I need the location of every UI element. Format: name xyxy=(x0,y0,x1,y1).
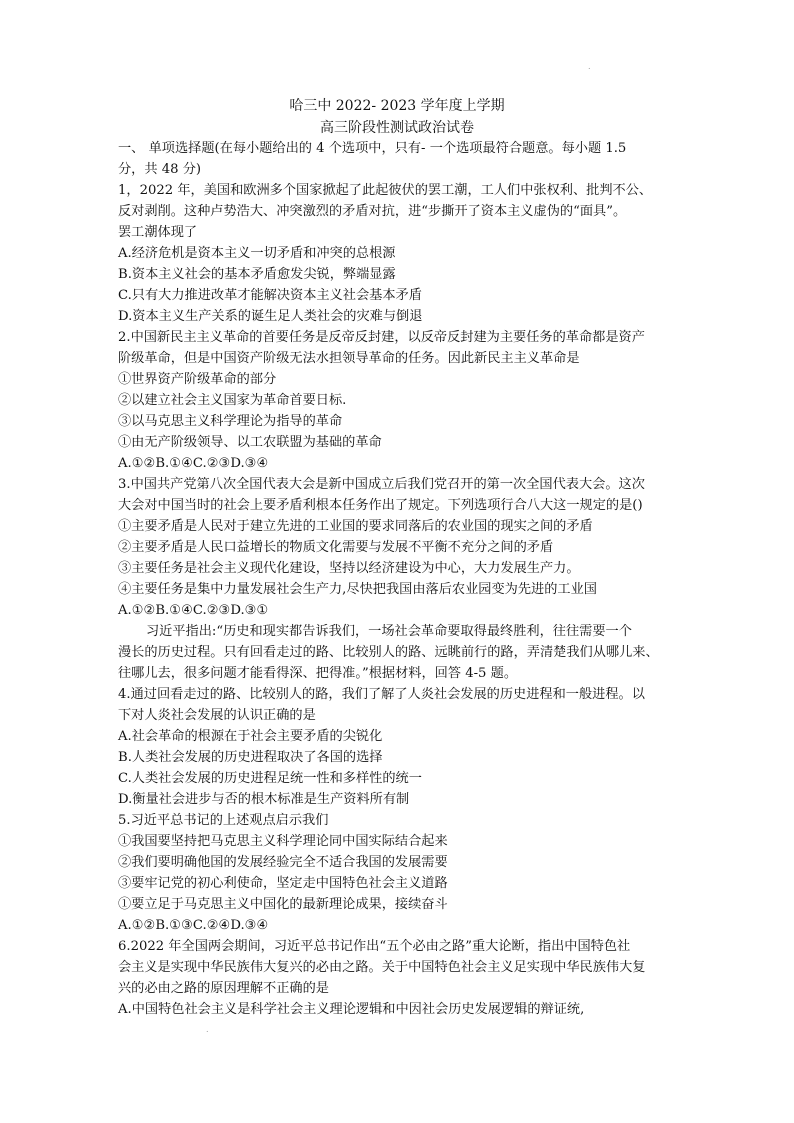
question-2-choices: A.①②B.①④C.②③D.③④ xyxy=(118,456,269,471)
question-5-stem: 5.习近平总书记的上述观点启示我们 xyxy=(118,813,329,828)
question-3-statement: ④主要任务是集中力量发展社会生产力,尽快把我国由落后农业园变为先进的工业国 xyxy=(118,582,597,597)
question-3-statement: ①主要矛盾是人民对于建立先进的工业国的要求同落后的农业国的现实之间的矛盾 xyxy=(118,519,593,534)
question-2-statement: ①世界资产阶级革命的部分 xyxy=(118,372,277,387)
material-paragraph: 漫长的历史过程。只有回看走过的路、比较别人的路、远眺前行的路，弄清楚我们从哪儿来、 xyxy=(118,645,659,660)
material-paragraph: 往哪儿去，很多问题才能看得深、把得准。”根据材料，回答 4-5 题。 xyxy=(118,666,518,681)
question-6-stem: 会主义是实现中华民族伟大复兴的必由之路。关于中国特色社会主义足实现中华民族伟大复 xyxy=(118,960,646,975)
question-4-option-d: D.衡量社会进步与否的根木标准是生产资料所有制 xyxy=(118,792,410,807)
question-1-option-c: C.只有大力推进改革才能解决资本主义社会基本矛盾 xyxy=(118,288,422,303)
material-paragraph: 习近平指出:“历史和现实都告诉我们，一场社会革命要取得最终胜利，往往需要一个 xyxy=(146,624,632,639)
question-3-choices: A.①②B.①④C.②③D.③① xyxy=(118,603,269,618)
question-5-choices: A.①②B.①③C.②④D.③④ xyxy=(118,918,269,933)
question-2-statement: ①由无产阶级领导、以工农联盟为基础的革命 xyxy=(118,435,382,450)
question-1-stem: 反对剥削。这种卢势浩大、冲突激烈的矛盾对抗，进“步撕开了资本主义虚伪的“面具”。 xyxy=(118,204,627,219)
bottom-dot-mark: . xyxy=(206,1025,209,1034)
question-3-statement: ②主要矛盾是人民口益增长的物质文化需要与发展不平衡不充分之间的矛盾 xyxy=(118,540,554,555)
question-3-stem: 大会对中国当时的社会上要矛盾利根本任务作出了规定。下列选项行合八大这一规定的是() xyxy=(118,498,643,513)
question-6-stem: 6.2022 年全国两会期间，习近平总书记作出“五个必由之路”重大论断，指出中国特色社 xyxy=(118,939,631,954)
question-3-statement: ③主要任务是社会主义现代化建设，坚持以经济建设为中心，大力发展生产力。 xyxy=(118,561,580,576)
exam-title-heading: 高三阶段性测试政治试卷 xyxy=(320,120,474,136)
top-dot-mark: . xyxy=(588,62,591,71)
question-4-option-a: A.社会革命的根源在于社会主要矛盾的尖锐化 xyxy=(118,729,383,744)
question-5-statement: ③要牢记党的初心利使命，坚定走中国特色社会主义道路 xyxy=(118,876,448,891)
question-3-stem: 3.中国共产党第八次全国代表大会是新中国成立后我们党召开的第一次全国代表大会。这次 xyxy=(118,477,645,492)
question-6-stem: 兴的必由之路的原因理解不正确的是 xyxy=(118,981,329,996)
question-1-option-a: A.经济危机是资本主义一切矛盾和冲突的总根源 xyxy=(118,246,396,261)
question-6-option-a: A.中国特色社会主义是科学社会主义理论逻辑和中因社会历史发展逻辑的辩证统, xyxy=(118,1002,585,1017)
question-4-stem: 4.通过回看走过的路、比较别人的路，我们了解了人炎社会发展的历史进程和一般进程。以 xyxy=(118,687,645,702)
section-intro-line: 分，共 48 分) xyxy=(118,162,202,177)
question-4-option-c: C.人类社会发展的历史进程足统一性和多样性的统一 xyxy=(118,771,422,786)
question-4-stem: 下对人炎社会发展的认识正确的是 xyxy=(118,708,316,723)
section-intro-line: 一、 单项选择题(在每小题给出的 4 个选项中，只有- 一个选项最符合题意。每小题 1.5 xyxy=(118,141,627,156)
question-1-option-d: D.资本主义生产关系的诞生足人类社会的灾难与倒退 xyxy=(118,309,423,324)
question-5-statement: ①要立足于马克思主义中国化的最新理论成果，接续奋斗 xyxy=(118,897,448,912)
question-5-statement: ②我们要明确他国的发展经验完全不适合我国的发展需要 xyxy=(118,855,448,870)
question-1-stem: 罢工潮体现了 xyxy=(118,225,198,240)
question-1-option-b: B.资本主义社会的基本矛盾愈发尖锐，弊端显露 xyxy=(118,267,396,282)
exam-school-term-heading: 哈三中 2022- 2023 学年度上学期 xyxy=(289,98,505,114)
question-2-stem: 阶级革命，但是中国资产阶级无法水担领导革命的任务。因此新民主主义革命是 xyxy=(118,351,580,366)
question-2-statement: ②以建立社会主义国家为革命首要日标. xyxy=(118,393,347,408)
question-1-stem: 1，2022 年，美国和欧洲多个国家掀起了此起彼伏的罢工潮，工人们中张权利、批判不公、 xyxy=(118,183,653,198)
question-2-statement: ③以马克思主义科学理论为指导的革命 xyxy=(118,414,343,429)
question-5-statement: ①我国要坚持把马克思主义科学理论同中国实际结合起来 xyxy=(118,834,448,849)
question-4-option-b: B.人类社会发展的历史进程取决了各国的选择 xyxy=(118,750,383,765)
question-2-stem: 2.中国新民主主义革命的首要任务是反帝反封建，以反帝反封建为主要任务的革命都是资产 xyxy=(118,330,645,345)
